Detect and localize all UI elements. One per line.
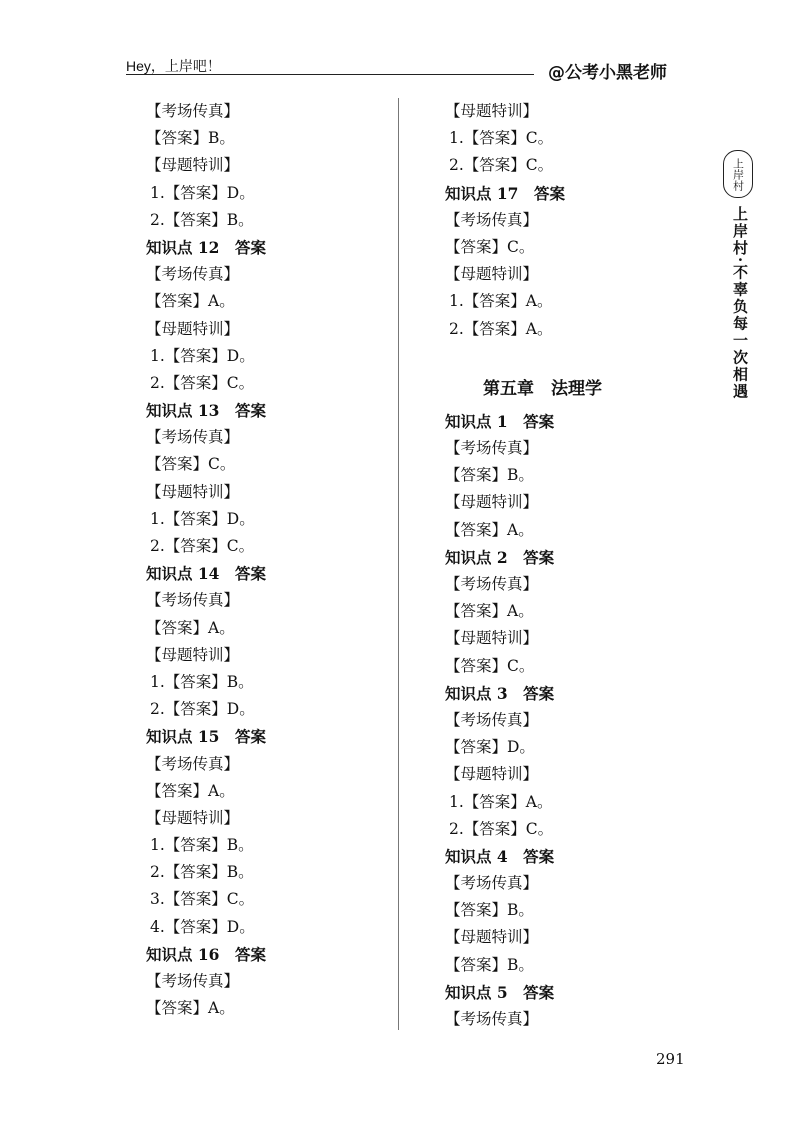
answer-line: 【答案】A。 [146,618,235,637]
answer-line: 1.【答案】B。 [150,836,254,855]
answer-line: 【母题特训】 [146,645,240,664]
answer-line: 1.【答案】A。 [449,292,553,311]
right-column [445,98,602,1033]
page-number: 291 [656,1050,685,1068]
answer-line: 1.【答案】D。 [150,346,255,365]
answer-line: 【答案】A。 [445,520,534,539]
section-heading: 知识点 1 答案 [445,411,555,431]
answer-line: 【母题特训】 [445,102,539,120]
answer-line: 2.【答案】C。 [449,156,554,175]
answer-line: 1.【答案】D。 [150,509,255,528]
section-heading: 知识点 3 答案 [445,683,555,703]
answer-line: 【考场传真】 [445,710,539,729]
answer-line: 1.【答案】A。 [449,792,553,811]
spacer [445,343,602,370]
side-slogan: 上岸村·不辜负每一次相遇 [731,206,749,401]
answer-line: 【考场传真】 [445,874,539,893]
answer-line: 【母题特训】 [445,765,539,784]
section-heading: 知识点 14 答案 [146,564,266,584]
answer-line: 【母题特训】 [445,493,539,512]
answer-line: 【答案】A。 [146,999,235,1018]
answer-line: 【答案】D。 [445,738,535,757]
answer-line: 2.【答案】C。 [449,819,554,838]
answer-line: 2.【答案】C。 [150,537,255,555]
answer-line: 【答案】A。 [146,292,235,311]
answer-line: 【考场传真】 [146,972,240,990]
answer-line: 【母题特训】 [445,265,539,284]
section-heading: 知识点 5 答案 [445,982,555,1002]
answer-line: 【答案】B。 [445,955,534,974]
answer-line: 【答案】A。 [146,781,235,800]
header-author: @公考小黑老师 [548,63,667,83]
seal-logo [723,150,753,198]
answer-line: 【母题特训】 [146,319,240,338]
answer-line: 【母题特训】 [146,156,240,175]
answer-line: 【考场传真】 [445,575,539,593]
answer-line: 1.【答案】B。 [150,672,254,691]
answer-line: 2.【答案】B。 [150,210,254,229]
answer-line: 【考场传真】 [146,102,240,120]
answer-line: 【答案】B。 [445,466,534,485]
answer-line: 4.【答案】D。 [150,917,255,936]
answer-line: 【母题特训】 [146,482,240,501]
answer-line: 2.【答案】D。 [150,700,255,719]
answer-line: 【考场传真】 [146,754,240,773]
answer-line: 【考场传真】 [445,1010,539,1028]
answer-line: 【答案】B。 [445,901,534,920]
header-rule [126,74,534,75]
answer-line: 2.【答案】B。 [150,863,254,882]
column-divider [398,98,399,1030]
section-heading: 知识点 15 答案 [146,727,266,747]
answer-line: 【母题特训】 [445,629,539,648]
answer-line: 2.【答案】C。 [150,373,255,392]
answer-line: 【答案】C。 [146,455,236,474]
answer-line: 【考场传真】 [146,265,240,284]
section-heading: 知识点 13 答案 [146,401,266,421]
answer-line: 【答案】B。 [146,129,235,148]
answer-line: 【答案】C。 [445,656,535,675]
answer-line: 【答案】C。 [445,237,535,256]
chapter-title: 第五章 法理学 [483,378,602,399]
answer-line: 【答案】A。 [445,602,534,621]
answer-line: 【考场传真】 [445,439,539,458]
answer-line: 【考场传真】 [146,428,240,447]
section-heading: 知识点 16 答案 [146,944,266,964]
answer-line: 1.【答案】C。 [449,129,554,148]
answer-line: 1.【答案】D。 [150,183,255,202]
header-slogan: Hey，上岸吧！ [126,58,221,74]
section-heading: 知识点 4 答案 [445,846,555,866]
left-column [146,98,266,1022]
answer-line: 【母题特训】 [146,808,240,827]
answer-line: 【考场传真】 [146,591,240,610]
answer-line: 【考场传真】 [445,210,539,229]
answer-line: 2.【答案】A。 [449,319,553,338]
section-heading: 知识点 2 答案 [445,547,555,567]
section-heading: 知识点 12 答案 [146,237,266,257]
seal-logo-text: 上岸村 [731,157,745,191]
answer-line: 【母题特训】 [445,928,539,947]
answer-line: 3.【答案】C。 [150,890,255,909]
section-heading: 知识点 17 答案 [445,183,565,203]
